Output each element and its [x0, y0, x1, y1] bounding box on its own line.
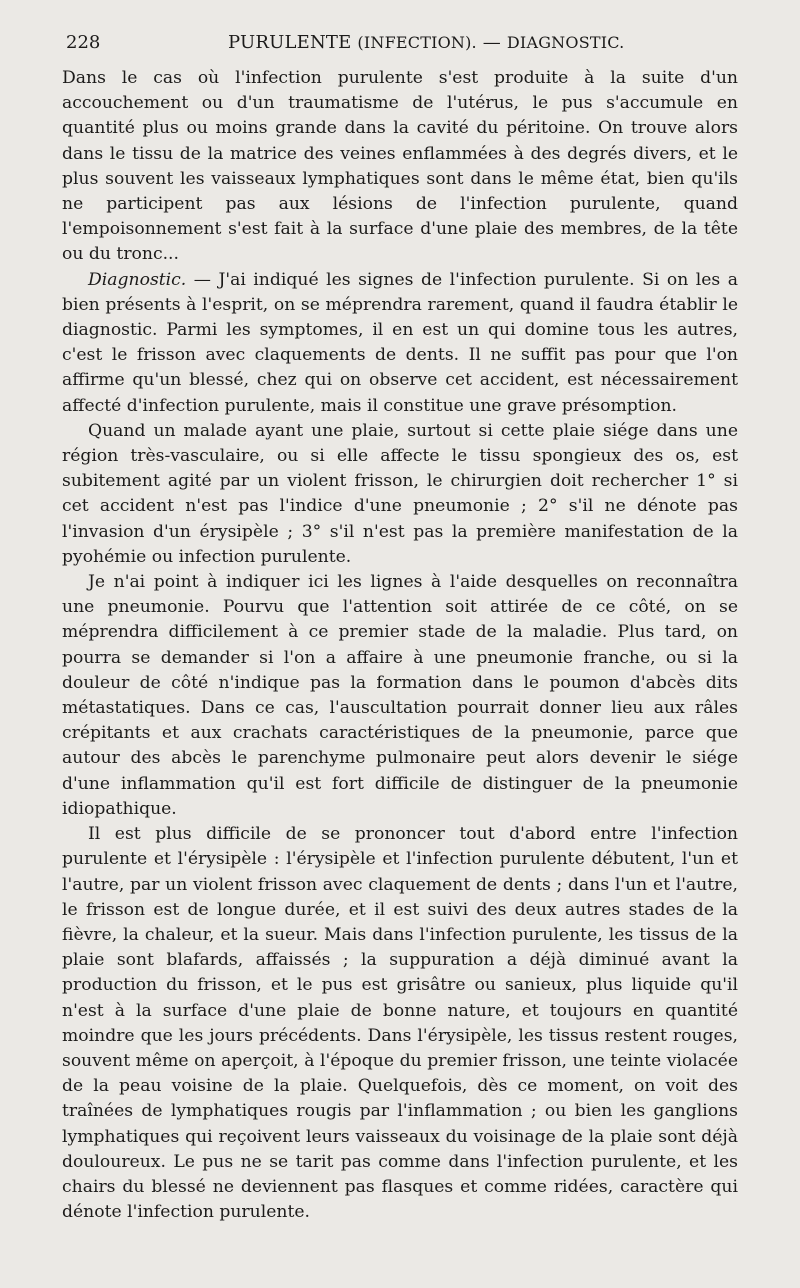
header-qualifier: (INFECTION). — [357, 33, 477, 52]
running-header — [66, 32, 736, 58]
paragraph-text: — J'ai indiqué les signes de l'infection purulente. Si on les a bien présents à l'esprit, on se méprendra rarement, quand il faudra établir le diagnostic. Parmi les symptomes, il en est un qui domine tous les autres, c'est le frisson avec claquements de dents. Il ne suffit pas pour que l'on affirme qu'un blessé, chez qui on observe cet accident, est nécessairement affecté d'infection purulente, mais il constitue une grave présomption. — [62, 269, 738, 416]
paragraph-pneumonia — [62, 570, 738, 822]
header-separator: — — [482, 32, 501, 53]
paragraph-text: Je n'ai point à indiquer ici les lignes à l'aide desquelles on reconnaîtra une pneumonie. Pourvu que l'attention soit attirée de ce côté, on se méprendra difficilement à ce premier stade de la maladie. Plus tard, on pourra se demander si l'on a affaire à une pneumonie franche, ou si la douleur de côté n'indique pas la formation dans le poumon d'abcès dits métastatiques. Dans ce cas, l'auscultation pourrait donner lieu aux râles crépitants et aux crachats caractéristiques de la pneumonie, parce que autour des abcès le parenchyme pulmonaire peut alors devenir le siége d'une inflammation qu'il est fort difficile de distinguer de la pneumonie idiopathique. — [62, 572, 738, 819]
page-number: 228 — [66, 32, 101, 53]
paragraph-erysipelas — [62, 822, 738, 1225]
paragraph-uterine-case — [62, 66, 738, 268]
running-head-title — [228, 32, 624, 53]
paragraph-text: Quand un malade ayant une plaie, surtout si cette plaie siége dans une région très-vasculaire, ou si elle affecte le tissu spongieux des os, est subitement agité par un violent frisson, le chirurgien doit rechercher 1° si cet accident n'est pas l'indice d'une pneumonie ; 2° s'il ne dénote pas l'invasion d'un érysipèle ; 3° s'il n'est pas la première manifestation de la pyohémie ou infection purulente. — [62, 420, 738, 567]
paragraph-text: Il est plus difficile de se prononcer tout d'abord entre l'infection purulente et l'érysipèle : l'érysipèle et l'infection purulente débutent, l'un et l'autre, par un violent frisson avec claquement de dents ; dans l'un et l'autre, le frisson est de longue durée, et il est suivi des deux autres stades de la fièvre, la chaleur, et la sueur. Mais dans l'infection purulente, les tissus de la plaie sont blafards, affaissés ; la suppuration a déjà diminué avant la production du frisson, et le pus est grisâtre ou sanieux, plus liquide qu'il n'est à la surface d'une plaie de bonne nature, et toujours en quantité moindre que les jours précédents. Dans l'érysipèle, les tissus restent rouges, souvent même on aperçoit, à l'époque du premier frisson, une teinte violacée de la peau voisine de la plaie. Quelquefois, dès ce moment, on voit des traînées de lymphatiques rougis par l'inflammation ; ou bien les ganglions lymphatiques qui reçoivent leurs vaisseaux du voisinage de la plaie sont déjà douloureux. Le pus ne se tarit pas comme dans l'infection purulente, et les chairs du blessé ne deviennent pas flasques et comme ridées, caractère qui dénote l'infection purulente. — [62, 824, 738, 1223]
section-heading-diagnostic: Diagnostic. — [88, 269, 187, 290]
header-title: PURULENTE — [228, 32, 352, 53]
body-text — [62, 66, 738, 1225]
header-section: DIAGNOSTIC. — [506, 33, 625, 52]
paragraph-text: Dans le cas où l'infection purulente s'est produite à la suite d'un accouchement ou d'un traumatisme de l'utérus, le pus s'accumule en quantité plus ou moins grande dans la cavité du péritoine. On trouve alors dans le tissu de la matrice des veines enflammées à des degrés divers, et le plus souvent les vaisseaux lymphatiques sont dans le même état, bien qu'ils ne participent pas aux lésions de l'infection purulente, quand l'empoisonnement s'est fait à la surface d'une plaie des membres, de la tête ou du tronc... — [62, 68, 738, 265]
paragraph-shiver — [62, 419, 738, 570]
paragraph-diagnostic — [62, 268, 738, 419]
